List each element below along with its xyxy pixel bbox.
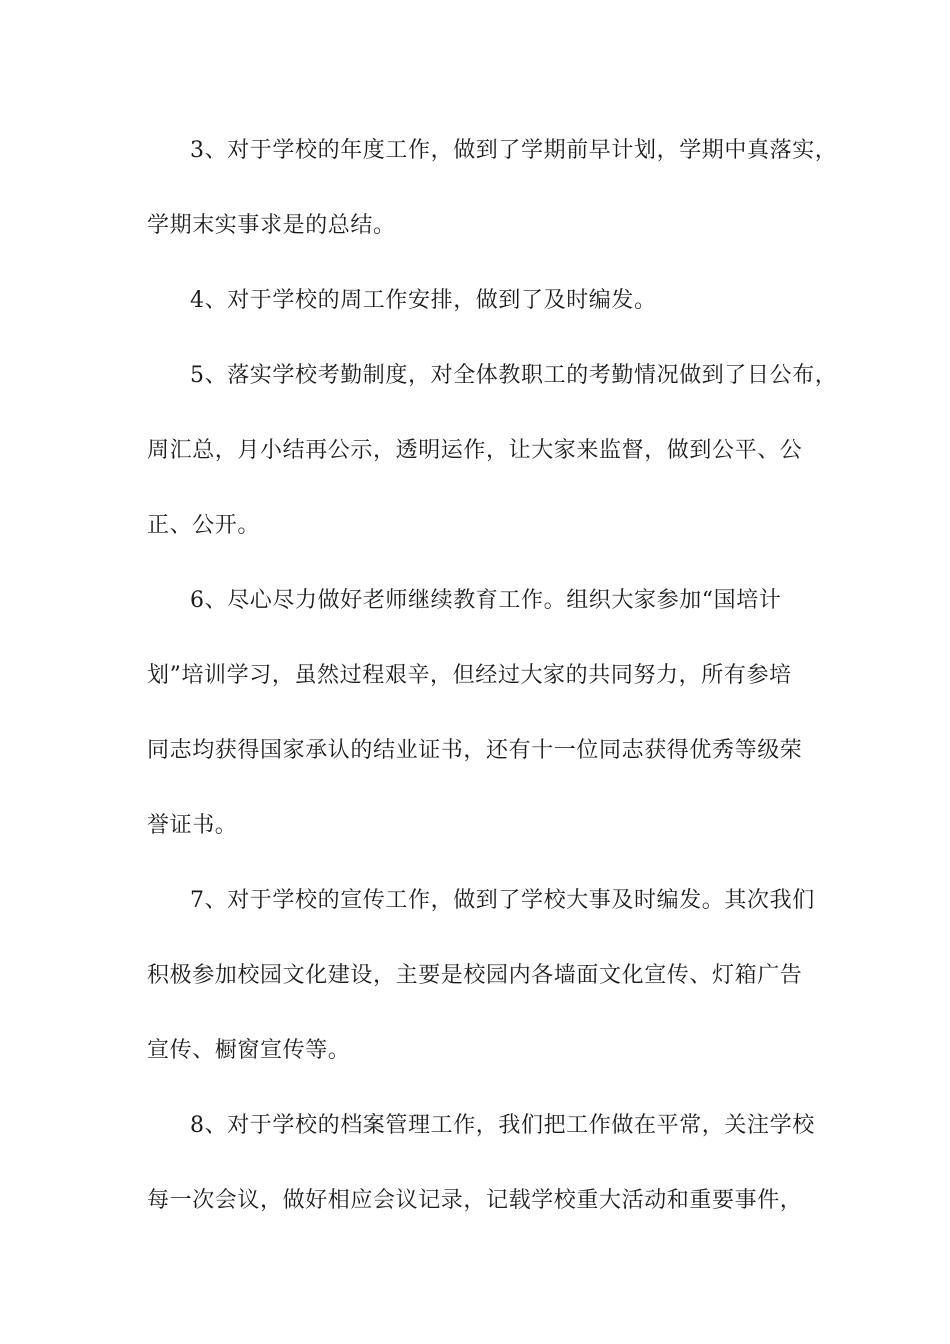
paragraph-7-line-1: 7、对于学校的宣传工作，做到了学校大事及时编发。其次我们 [190, 888, 815, 913]
paragraph-8-line-2: 每一次会议，做好相应会议记录，记载学校重大活动和重要事件， [147, 1188, 803, 1213]
paragraph-4-line-1: 4、对于学校的周工作安排，做到了及时编发。 [190, 288, 657, 313]
paragraph-3-line-2: 学期末实事求是的总结。 [147, 213, 396, 238]
paragraph-6-line-2: 划”培训学习，虽然过程艰辛，但经过大家的共同努力，所有参培 [147, 663, 792, 688]
paragraph-7-line-2: 积极参加校园文化建设，主要是校园内各墙面文化宣传、灯箱广告 [147, 963, 803, 988]
paragraph-8-line-1: 8、对于学校的档案管理工作，我们把工作做在平常，关注学校 [190, 1113, 815, 1138]
paragraph-5-line-2: 周汇总，月小结再公示，透明运作，让大家来监督，做到公平、公 [147, 438, 803, 463]
paragraph-6-line-4: 誉证书。 [147, 813, 238, 838]
paragraph-5-line-1: 5、落实学校考勤制度，对全体教职工的考勤情况做到了日公布， [190, 363, 838, 388]
paragraph-7-line-3: 宣传、橱窗宣传等。 [147, 1038, 351, 1063]
paragraph-3-line-1: 3、对于学校的年度工作，做到了学期前早计划，学期中真落实， [190, 138, 838, 163]
paragraph-5-line-3: 正、公开。 [147, 513, 261, 538]
paragraph-6-line-3: 同志均获得国家承认的结业证书，还有十一位同志获得优秀等级荣 [147, 738, 803, 763]
paragraph-6-line-1: 6、尽心尽力做好老师继续教育工作。组织大家参加“国培计 [190, 588, 782, 613]
